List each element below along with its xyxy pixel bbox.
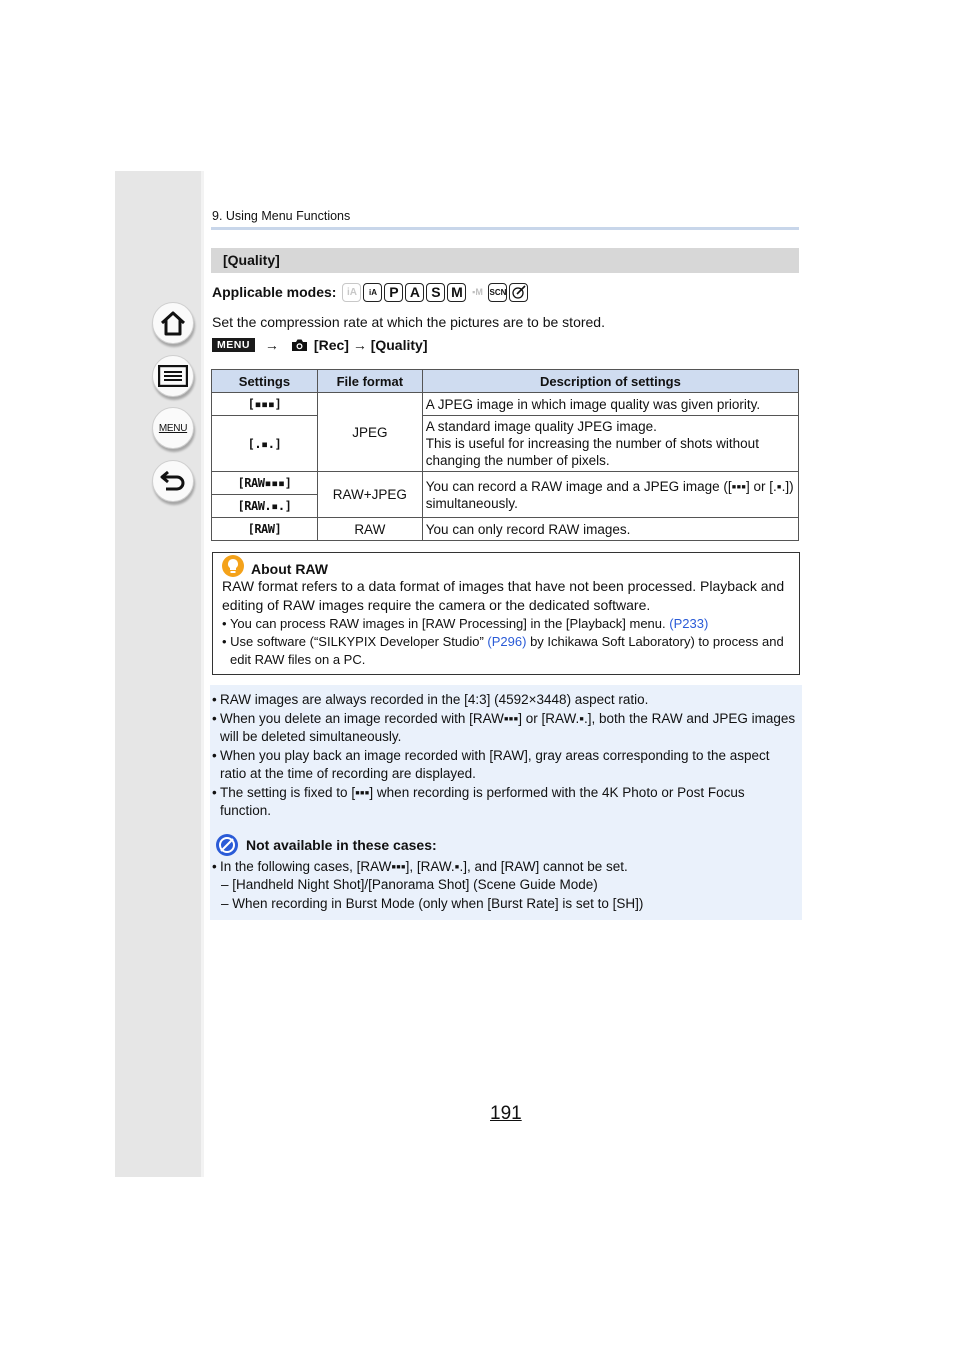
mode-s-icon: S: [426, 283, 445, 302]
sidebar: [115, 171, 204, 1177]
column-header-description: Description of settings: [422, 370, 798, 393]
applicable-modes: [212, 281, 530, 303]
header-divider: [211, 227, 799, 230]
setting-fine: [▪▪▪]: [212, 393, 318, 416]
not-available-item: – [Handheld Night Shot]/[Panorama Shot] (Scene Guide Mode): [221, 877, 598, 892]
back-button[interactable]: [152, 460, 194, 502]
about-raw-title: About RAW: [251, 560, 328, 577]
notes-list: [212, 691, 797, 821]
format-jpeg: JPEG: [317, 393, 422, 472]
mode-scn-icon: SCN: [488, 283, 507, 302]
table-row: [212, 393, 799, 416]
note-item: • When you delete an image recorded with [RAW▪▪▪] or [RAW.▪.], both the RAW and JPEG images will be deleted simultaneously.: [212, 710, 796, 744]
table-row: [212, 416, 799, 472]
setting-raw-fine: [RAW▪▪▪]: [212, 472, 318, 495]
note-item: • RAW images are always recorded in the [4:3] (4592×3448) aspect ratio.: [212, 692, 649, 707]
about-raw-bullet: • You can process RAW images in [RAW Processing] in the [Playback] menu. (P233): [222, 616, 709, 631]
about-raw-body: RAW format refers to a data format of images that have not been processed. Playback and editing of RAW images require the camera or the dedicated software.: [222, 578, 785, 613]
breadcrumb: 9. Using Menu Functions: [212, 209, 351, 223]
page-link-p296[interactable]: (P296): [487, 634, 527, 649]
note-item: • The setting is fixed to [▪▪▪] when recording is performed with the 4K Photo or Post Focus function.: [212, 784, 745, 818]
format-raw-jpeg: RAW+JPEG: [317, 472, 422, 518]
page-number: 191: [490, 1103, 522, 1124]
format-raw: RAW: [317, 518, 422, 541]
about-raw-bullet: • Use software (“SILKYPIX Developer Studio” (P296) by Ichikawa Soft Laboratory) to process and edit RAW files on a PC.: [222, 634, 784, 667]
not-available-item: – When recording in Burst Mode (only when [Burst Rate] is set to [SH]): [221, 895, 644, 911]
home-icon: [159, 310, 187, 336]
contents-button[interactable]: [152, 355, 194, 397]
back-arrow-icon: [159, 468, 187, 494]
arrow-icon: →: [264, 337, 279, 353]
table-header-row: [212, 370, 799, 393]
menu-path: [212, 337, 428, 353]
mode-a-icon: A: [405, 283, 424, 302]
mode-m-icon: M: [447, 283, 466, 302]
description-fine: A JPEG image in which image quality was given priority.: [422, 393, 798, 416]
menu-path-text: [Rec] → [Quality]: [313, 337, 428, 353]
setting-raw: [RAW]: [212, 518, 318, 541]
lightbulb-icon: [222, 555, 244, 577]
home-button[interactable]: [152, 302, 194, 344]
column-header-file-format: File format: [317, 370, 422, 393]
mode-p-icon: P: [384, 283, 403, 302]
notes-box: [210, 685, 802, 920]
column-header-settings: Settings: [212, 370, 318, 393]
not-available-intro: • In the following cases, [RAW▪▪▪], [RAW.▪.], and [RAW] cannot be set.: [212, 858, 628, 874]
section-title: [Quality]: [211, 248, 799, 273]
setting-raw-standard: [RAW.▪.]: [212, 495, 318, 518]
quality-settings-table: [211, 369, 799, 541]
about-raw-header: [222, 559, 790, 579]
camera-icon: [291, 338, 308, 352]
setting-standard: [.▪.]: [212, 416, 318, 472]
menu-label: MENU: [158, 422, 188, 434]
mode-ia-icon: iA: [342, 283, 361, 302]
menu-badge: MENU: [212, 338, 255, 352]
prohibited-icon: [215, 833, 239, 857]
table-row: [212, 518, 799, 541]
note-item: • When you play back an image recorded with [RAW], gray areas corresponding to the aspect ratio at the time of recording are displayed.: [212, 747, 770, 781]
not-available-header: [212, 832, 797, 858]
description-raw: You can only record RAW images.: [422, 518, 798, 541]
table-row: [212, 472, 799, 495]
page-link-p233[interactable]: (P233): [669, 616, 709, 631]
applicable-modes-label: Applicable modes:: [212, 284, 337, 300]
intro-text: Set the compression rate at which the pictures are to be stored.: [212, 314, 605, 330]
not-available-title: Not available in these cases:: [246, 836, 437, 853]
mode-movie-m-icon: ▪M: [468, 283, 486, 302]
mode-ia-plus-icon: iA: [363, 283, 382, 302]
about-raw-box: [212, 552, 800, 675]
menu-button[interactable]: [152, 407, 194, 449]
description-raw-jpeg: You can record a RAW image and a JPEG image ([▪▪▪] or [.▪.]) simultaneously.: [422, 472, 798, 518]
list-icon: [158, 365, 188, 387]
description-standard: A standard image quality JPEG image. This is useful for increasing the number of shots without changing the number of pixels.: [422, 416, 798, 472]
mode-creative-icon: [509, 283, 528, 302]
